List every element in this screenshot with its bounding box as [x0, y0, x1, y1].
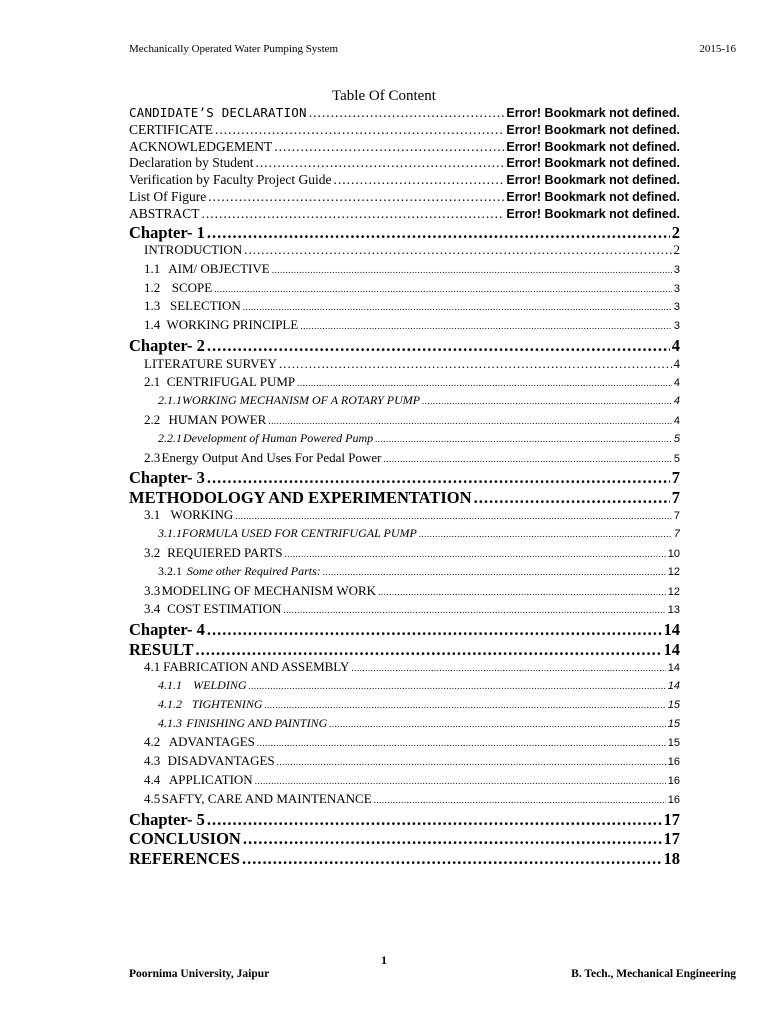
toc-entry-number: 2.2.1 [158, 430, 182, 445]
dot-leader [243, 829, 662, 849]
toc-entry-label: AIM/ OBJECTIVE [168, 260, 270, 276]
toc-entry-page: 7 [673, 528, 680, 541]
dot-leader [333, 172, 504, 188]
toc-section-entry[interactable] [129, 280, 680, 299]
toc-section-entry[interactable] [129, 242, 680, 261]
toc-entry-label: Chapter- 1 [129, 222, 205, 242]
dot-leader [474, 488, 670, 508]
toc-section-entry[interactable] [129, 697, 680, 716]
toc-entry-label: FORMULA USED FOR CENTRIFUGAL PUMP [182, 526, 417, 541]
toc-entry-page: 12 [667, 565, 680, 578]
toc-entry-number: 4.1.3 [158, 715, 182, 730]
toc-entry-page: 14 [667, 662, 680, 675]
toc-entry-page: 12 [667, 585, 680, 598]
toc-entry-number: 2.2 [144, 411, 161, 427]
toc-entry-label: ADVANTAGES [168, 734, 255, 750]
running-header-year: 2015-16 [699, 43, 736, 55]
dot-leader [279, 356, 672, 372]
toc-entry-page: Error! Bookmark not defined. [506, 122, 680, 137]
toc-entry-label: MODELING OF MECHANISM WORK [161, 582, 377, 598]
toc-section-entry[interactable] [129, 261, 680, 280]
toc-entry-label: REQUIERED PARTS [167, 544, 283, 560]
dot-leader [249, 681, 666, 691]
toc-entry-page: 4 [673, 377, 680, 390]
toc-entry-number: 3.1.1 [158, 526, 182, 541]
toc-section-entry[interactable] [129, 678, 680, 697]
toc-entry-number: 4.2 [144, 734, 161, 750]
toc-entry-number: 3.2 [144, 544, 161, 560]
toc-entry-page: Error! Bookmark not defined. [506, 206, 680, 221]
dot-leader [277, 757, 666, 767]
toc-entry-page: 3 [673, 301, 680, 314]
dot-leader [378, 587, 666, 597]
dot-leader [207, 810, 662, 830]
dot-leader [202, 206, 505, 222]
dot-leader [242, 849, 662, 869]
toc-chapter-entry[interactable] [129, 488, 680, 508]
toc-entry-number: 1.2 [144, 279, 161, 295]
front-matter-list [129, 105, 680, 223]
toc-entry-page: 7 [673, 510, 680, 523]
toc-entry-number: 4.1.1 [158, 677, 182, 692]
toc-entry-label: REFERENCES [129, 848, 240, 868]
toc-entry-number: 2.1.1 [158, 393, 182, 408]
toc-section-entry[interactable] [129, 659, 680, 678]
dot-leader [255, 155, 504, 171]
dot-leader [214, 284, 672, 294]
toc-entry-page: 17 [663, 829, 680, 848]
toc-entry-label: APPLICATION [168, 771, 253, 787]
toc-entry-label: Development of Human Powered Pump [183, 430, 374, 445]
toc-entry-label: List Of Figure [129, 188, 207, 204]
toc-chapter-entry[interactable] [129, 849, 680, 869]
toc-front-entry[interactable] [129, 139, 680, 156]
toc-front-entry[interactable] [129, 105, 680, 122]
toc-entry-page: 4 [671, 336, 680, 356]
toc-entry-page: 15 [667, 698, 680, 711]
toc-entry-number: 1.1 [144, 260, 161, 276]
toc-entry-label: WORKING [170, 507, 234, 523]
toc-entry-number: 3.3 [144, 582, 161, 598]
toc-entry-label: HUMAN POWER [168, 411, 267, 427]
dot-leader [422, 396, 672, 406]
toc-entry-label: WORKING MECHANISM OF A ROTARY PUMP [182, 393, 421, 408]
toc-section-entry[interactable] [129, 545, 680, 564]
dot-leader [196, 640, 662, 660]
toc-entry-label: Some other Required Parts: [186, 563, 321, 578]
toc-entry-page: 14 [667, 679, 680, 692]
running-header-title: Mechanically Operated Water Pumping System [129, 43, 339, 55]
dot-leader [257, 738, 666, 748]
toc-entry-label: SELECTION [170, 298, 241, 314]
toc-entry-page: 14 [663, 639, 680, 659]
dot-leader [255, 776, 666, 786]
toc-entry-page: 13 [667, 604, 680, 617]
toc-entry-page: 3 [673, 263, 680, 276]
toc-entry-page: 3 [673, 320, 680, 333]
toc-front-entry[interactable] [129, 206, 680, 223]
dot-leader [351, 663, 665, 673]
toc-section-entry[interactable] [129, 753, 680, 772]
dot-leader [309, 105, 505, 121]
toc-entry-page: 5 [673, 432, 680, 445]
toc-entry-page: 7 [671, 468, 680, 488]
toc-entry-label: Chapter- 4 [129, 620, 205, 640]
toc-entry-page: 18 [663, 848, 680, 868]
toc-entry-label: CERTIFICATE [129, 121, 213, 137]
toc-section-entry[interactable] [129, 526, 680, 545]
dot-leader [244, 242, 671, 258]
toc-front-entry[interactable] [129, 155, 680, 172]
toc-entry-label: ACKNOWLEDGEMENT [129, 138, 273, 154]
dot-leader [384, 454, 672, 464]
toc-entry-label: ABSTRACT [129, 205, 200, 221]
toc-entry-label: METHODOLOGY AND EXPERIMENTATION [129, 487, 472, 507]
dot-leader [274, 139, 504, 155]
footer-department: B. Tech., Mechanical Engineering [571, 968, 736, 980]
toc-section-entry[interactable] [129, 734, 680, 753]
toc-chapter-entry[interactable] [129, 336, 680, 356]
toc-entry-label: Chapter- 2 [129, 336, 205, 356]
dot-leader [374, 795, 666, 805]
toc-entry-page: 7 [671, 487, 680, 507]
page-number: 1 [381, 953, 387, 967]
toc-entry-label: COST ESTIMATION [167, 601, 282, 617]
toc-entry-page: 10 [667, 547, 680, 560]
toc-entry-page: 16 [667, 774, 680, 787]
toc-entry-label: CANDIDATE’S DECLARATION [129, 105, 307, 120]
toc-entry-label: CENTRIFUGAL PUMP [166, 374, 296, 390]
toc-entry-number: 4.5 [144, 790, 161, 806]
dot-leader [375, 434, 672, 444]
toc-section-entry[interactable] [129, 450, 680, 469]
toc-section-entry[interactable] [129, 374, 680, 393]
toc-entry-number: 1.3 [144, 298, 161, 314]
toc-entry-number: 3.1 [144, 507, 161, 523]
toc-section-entry[interactable] [129, 298, 680, 317]
dot-leader [300, 321, 672, 331]
toc-entry-page: Error! Bookmark not defined. [506, 156, 680, 171]
toc-section-entry[interactable] [129, 791, 680, 810]
dot-leader [207, 468, 670, 488]
toc-entry-label: WORKING PRINCIPLE [166, 317, 299, 333]
toc-section-entry[interactable] [129, 356, 680, 375]
toc-entry-label: CONCLUSION [129, 829, 241, 848]
toc-entry-label: SCOPE [171, 279, 213, 295]
dot-leader [323, 567, 666, 577]
dot-leader [208, 189, 504, 205]
toc-entry-page: Error! Bookmark not defined. [506, 173, 680, 188]
toc-section-entry[interactable] [129, 393, 680, 412]
toc-section-entry[interactable] [129, 431, 680, 450]
dot-leader [285, 549, 666, 559]
toc-entry-number: 4.4 [144, 771, 161, 787]
toc-entry-page: 3 [673, 282, 680, 295]
dot-leader [297, 378, 672, 388]
toc-entry-page: 16 [667, 756, 680, 769]
toc-entry-number: 4.1.2 [158, 696, 182, 711]
toc-section-entry[interactable] [129, 507, 680, 526]
toc-entry-number: 3.4 [144, 601, 161, 617]
toc-front-entry[interactable] [129, 172, 680, 189]
toc-section-entry[interactable] [129, 583, 680, 602]
toc-entry-label: RESULT [129, 639, 194, 659]
dot-leader [215, 122, 504, 138]
dot-leader [329, 719, 665, 729]
toc-entry-label: FINISHING AND PAINTING [186, 715, 328, 730]
toc-entry-page: 4 [673, 355, 680, 371]
toc-entry-label: WELDING [193, 677, 247, 692]
dot-leader [268, 416, 672, 426]
toc-entry-page: Error! Bookmark not defined. [506, 106, 680, 120]
toc-entry-label: SAFTY, CARE AND MAINTENANCE [161, 790, 372, 806]
toc-entry-page: Error! Bookmark not defined. [506, 139, 680, 154]
dot-leader [265, 700, 666, 710]
toc-entry-page: 16 [667, 793, 680, 806]
table-of-contents [129, 105, 680, 868]
toc-entry-label: Chapter- 3 [129, 468, 205, 488]
dot-leader [235, 511, 672, 521]
toc-entry-label: Energy Output And Uses For Pedal Power [161, 449, 382, 465]
toc-section-entry[interactable] [129, 716, 680, 735]
toc-entry-number: 4.1 [144, 659, 161, 675]
toc-chapter-entry[interactable] [129, 468, 680, 488]
toc-entry-label: LITERATURE SURVEY [144, 355, 277, 371]
toc-entry-label: TIGHTENING [191, 696, 263, 711]
toc-entry-page: 2 [671, 222, 680, 242]
toc-entry-page: 14 [663, 620, 680, 640]
toc-section-entry[interactable] [129, 317, 680, 336]
toc-entry-number: 4.3 [144, 753, 161, 769]
toc-entry-page: 15 [667, 737, 680, 750]
toc-entry-page: 4 [673, 395, 680, 408]
toc-chapter-entry[interactable] [129, 829, 680, 849]
dot-leader [207, 223, 670, 243]
toc-entry-list [129, 223, 680, 868]
toc-entry-number: 1.4 [144, 317, 161, 333]
toc-title: Table Of Content [332, 88, 436, 104]
toc-entry-number: 3.2.1 [158, 563, 182, 578]
toc-chapter-entry[interactable] [129, 810, 680, 830]
toc-front-entry[interactable] [129, 189, 680, 206]
toc-entry-label: Verification by Faculty Project Guide [129, 172, 332, 188]
toc-entry-label: Declaration by Student [129, 155, 254, 171]
toc-entry-number: 2.3 [144, 449, 161, 465]
dot-leader [207, 336, 670, 356]
dot-leader [243, 302, 672, 312]
toc-entry-page: 5 [673, 452, 680, 465]
dot-leader [283, 605, 665, 615]
toc-entry-label: INTRODUCTION [144, 242, 243, 258]
toc-section-entry[interactable] [129, 601, 680, 620]
toc-entry-page: 15 [667, 717, 680, 730]
toc-entry-label: FABRICATION AND ASSEMBLY [163, 659, 350, 675]
toc-entry-page: 17 [663, 809, 680, 829]
toc-front-entry[interactable] [129, 122, 680, 139]
toc-chapter-entry[interactable] [129, 223, 680, 243]
dot-leader [419, 529, 672, 539]
toc-entry-page: 2 [673, 242, 680, 258]
toc-section-entry[interactable] [129, 772, 680, 791]
toc-entry-label: Chapter- 5 [129, 809, 205, 829]
footer-university: Poornima University, Jaipur [129, 968, 270, 980]
toc-entry-page: 4 [673, 414, 680, 427]
toc-entry-number: 2.1 [144, 374, 161, 390]
toc-section-entry[interactable] [129, 412, 680, 431]
toc-chapter-entry[interactable] [129, 640, 680, 660]
dot-leader [207, 620, 662, 640]
toc-chapter-entry[interactable] [129, 620, 680, 640]
toc-section-entry[interactable] [129, 564, 680, 583]
toc-entry-label: DISADVANTAGES [167, 753, 275, 769]
toc-entry-page: Error! Bookmark not defined. [506, 189, 680, 204]
dot-leader [272, 265, 672, 275]
